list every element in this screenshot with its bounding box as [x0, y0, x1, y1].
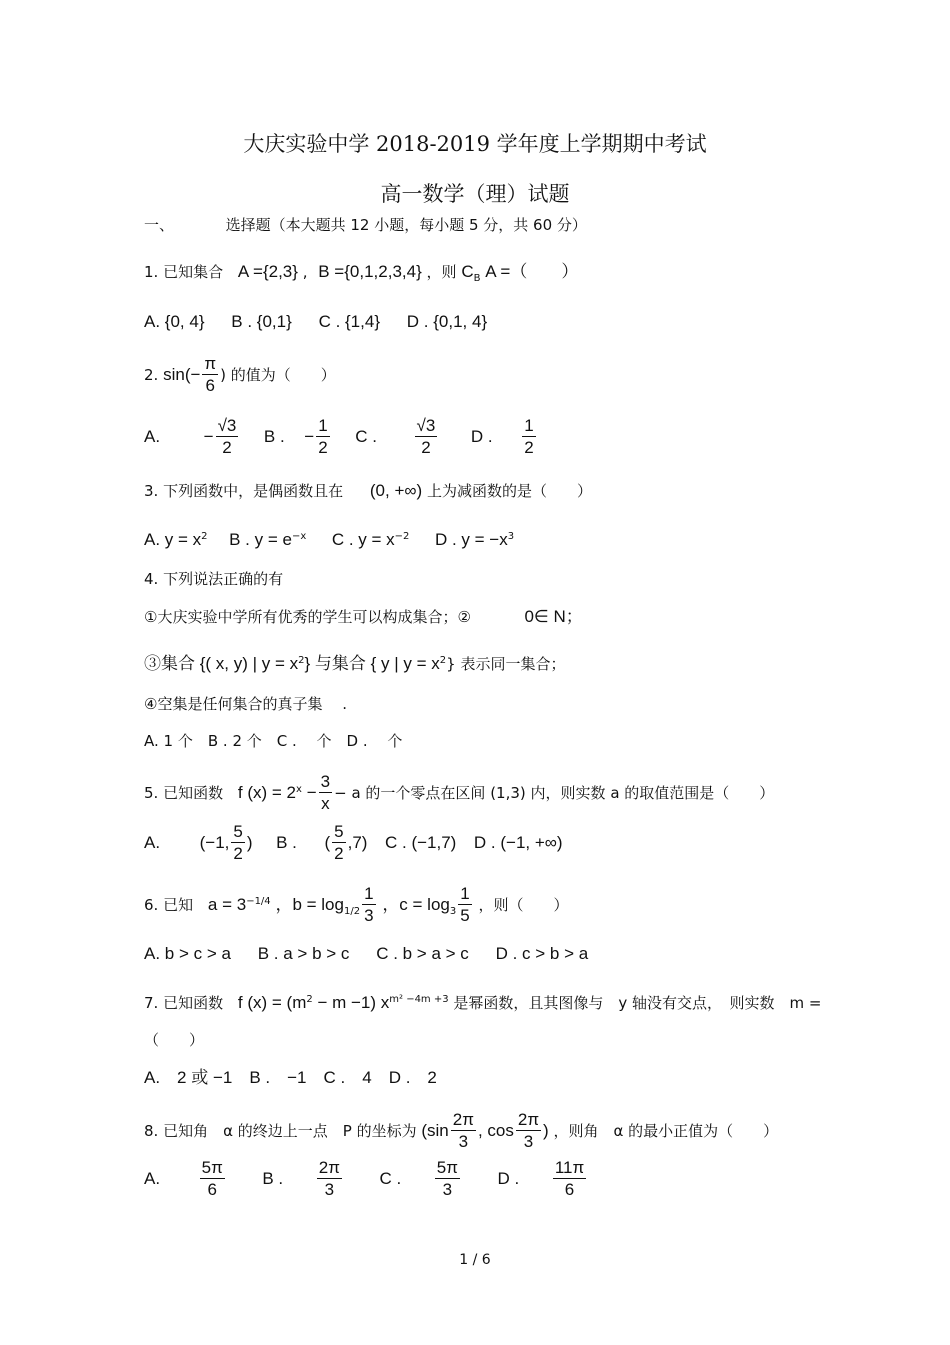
option-a-value	[200, 1158, 225, 1201]
fraction	[516, 1110, 541, 1153]
numerator: 11π	[554, 1158, 585, 1177]
option-b: B . {0,1}	[231, 312, 292, 331]
question-7-options: A. 2 或 −1 B . −1 C . 4 D . 2	[144, 1068, 437, 1087]
question-1-options	[144, 312, 487, 332]
option-a-post: )	[246, 833, 253, 852]
question-number: 6.	[144, 896, 159, 914]
function-expression: f (x) = (m	[237, 993, 307, 1012]
question-4	[144, 569, 283, 589]
denominator: 3	[364, 906, 374, 925]
question-5-options	[144, 822, 563, 865]
option-a: A. y = x	[144, 530, 202, 549]
denominator: 3	[442, 1180, 453, 1199]
question-stem: 已知集合	[163, 263, 224, 281]
numerator: 1	[524, 416, 534, 435]
option-c-label: C .	[355, 427, 377, 446]
option-c-value	[415, 416, 438, 459]
exponent: −x	[291, 531, 307, 542]
question-number: 2.	[144, 366, 159, 384]
question-8-options	[144, 1158, 588, 1201]
option-a-label: A.	[144, 427, 161, 446]
option-a: A. b > c > a	[144, 944, 231, 963]
fraction	[319, 772, 332, 815]
numerator: 5π	[436, 1158, 458, 1177]
option-d: D . (−1, +∞)	[473, 833, 563, 852]
exponent: 2	[439, 655, 447, 666]
question-stem: 下列函数中，是偶函数且在	[163, 482, 344, 500]
function-expression-mid: − m −1) x	[312, 993, 390, 1012]
denominator: 3	[458, 1132, 469, 1151]
value-b: ，b = log	[275, 895, 344, 914]
log-base: 3	[449, 906, 457, 917]
section-heading	[144, 215, 587, 235]
option-b-value	[317, 1158, 342, 1201]
fraction	[202, 354, 218, 397]
statement-4: ④空集是任何集合的真子集 .	[144, 695, 347, 713]
denominator: 2	[334, 844, 344, 863]
question-5	[144, 772, 774, 815]
numerator: √3	[217, 416, 237, 435]
denominator: 5	[460, 906, 470, 925]
numerator: 3	[320, 772, 331, 791]
denominator: 2	[318, 438, 328, 457]
denominator: x	[321, 794, 330, 813]
option-a: A. {0, 4}	[144, 312, 205, 331]
complement-subscript: B	[473, 273, 481, 284]
interval: (0, +∞)	[369, 481, 423, 500]
numerator: 2π	[517, 1110, 540, 1129]
option-d-label: D .	[497, 1169, 520, 1188]
sin-expression: sin(−	[163, 365, 201, 384]
option-d-value	[522, 416, 535, 459]
statement-3-part-c: } 表示同一集合；	[446, 655, 566, 673]
question-6-options	[144, 944, 588, 964]
exponent: m² −4m +3	[389, 994, 449, 1005]
option-a-pre: (−1,	[199, 833, 230, 852]
exponent: 2	[298, 655, 305, 666]
option-c: C . (−1,7)	[385, 833, 457, 852]
option-b-label: B .	[263, 427, 285, 446]
option-d-label: D .	[470, 427, 493, 446]
option-d: D . y = −x	[434, 530, 508, 549]
numerator: 5π	[201, 1158, 223, 1177]
option-c: C . y = x	[331, 530, 395, 549]
option-c-value	[435, 1158, 460, 1201]
complement-symbol: C	[461, 262, 474, 281]
denominator: 2	[421, 438, 431, 457]
set-a: A ={2,3}	[237, 262, 298, 281]
question-number: 8.	[144, 1122, 159, 1140]
function-expression: f (x) = 2	[237, 783, 296, 802]
minus-sign: −	[306, 783, 317, 802]
numerator: √3	[416, 416, 436, 435]
section-description: 选择题（本大题共 12 小题，每小题 5 分，共 60 分）	[225, 216, 587, 234]
denominator: 2	[524, 438, 534, 457]
option-a-label: A.	[144, 833, 161, 852]
question-stem: 已知	[163, 896, 194, 914]
exponent: x	[296, 784, 302, 795]
statement-3-part-b: } 与集合 { y | y = x	[304, 654, 440, 673]
fraction	[458, 884, 471, 927]
option-a-label: A.	[144, 1169, 161, 1188]
question-number: 3.	[144, 482, 159, 500]
question-stem: 已知函数	[163, 784, 224, 802]
option-b-post: ,7)	[347, 833, 368, 852]
numerator: 5	[233, 822, 243, 841]
statement-1-2	[144, 607, 583, 627]
option-d: D . {0,1, 4}	[406, 312, 488, 331]
option-d-value	[553, 1158, 586, 1201]
question-3-options	[144, 527, 514, 550]
point-mid: , cos	[477, 1121, 514, 1140]
point-pre: (sin	[421, 1121, 449, 1140]
option-b-fraction	[332, 822, 345, 865]
question-tail: A =（ ）	[485, 262, 579, 281]
exponent: 3	[507, 531, 515, 542]
question-7-paren: （ ）	[144, 1031, 205, 1049]
question-text: − a 的一个零点在区间	[334, 784, 486, 802]
option-d: D . c > b > a	[495, 944, 589, 963]
question-stem: 下列说法正确的有	[163, 570, 284, 588]
option-b: B . a > b > c	[257, 944, 350, 963]
value-a: a = 3	[207, 895, 247, 914]
question-connector: ，则	[426, 263, 457, 281]
numerator: 2π	[452, 1110, 474, 1129]
set-b: B ={0,1,2,3,4}	[318, 262, 422, 281]
question-number: 1.	[144, 263, 159, 281]
numerator: 2π	[318, 1158, 340, 1177]
exam-subtitle: 高一数学（理）试题	[380, 182, 570, 206]
option-a-fraction	[231, 822, 244, 865]
option-c: C . {1,4}	[318, 312, 380, 331]
interval: (1,3) 内，则实数	[490, 784, 606, 802]
exponent: 2	[306, 994, 313, 1005]
question-stem: 已知函数	[163, 994, 224, 1012]
statement-2: 0∈ N；	[524, 607, 583, 626]
exam-title: 大庆实验中学 2018-2019 学年度上学期期中考试	[243, 132, 707, 156]
question-2-options	[144, 416, 538, 459]
statement-3-part-a: ③集合 {( x, y) | y = x	[144, 654, 299, 673]
point-post: )	[543, 1121, 549, 1140]
statement-3	[144, 651, 565, 674]
question-tail: 是幂函数，且其图像与 y 轴没有交点， 则实数 m =	[453, 994, 822, 1012]
option-b: B . y = e	[229, 530, 292, 549]
exponent: 2	[201, 531, 208, 542]
numerator: π	[204, 354, 217, 373]
option-c-label: C .	[379, 1169, 402, 1188]
question-7	[144, 990, 822, 1013]
question-number: 7.	[144, 994, 159, 1012]
exponent: −1/4	[246, 896, 271, 907]
numerator: 1	[364, 884, 374, 903]
question-4-options: A. 1 个 B . 2 个 C . 个 D . 个	[144, 732, 403, 750]
fraction	[451, 1110, 476, 1153]
denominator: 6	[207, 1180, 217, 1199]
denominator: 3	[523, 1132, 534, 1151]
question-2	[144, 354, 336, 397]
question-6	[144, 884, 569, 927]
numerator: 1	[460, 884, 470, 903]
option-b-pre: (	[324, 833, 331, 852]
denominator: 2	[222, 438, 232, 457]
denominator: 6	[205, 376, 216, 395]
option-c: C . b > a > c	[376, 944, 469, 963]
question-tail: ，则角 α 的最小正值为（ ）	[553, 1122, 779, 1140]
denominator: 3	[324, 1180, 335, 1199]
exponent: −2	[394, 531, 410, 542]
numerator: 1	[318, 416, 328, 435]
question-1: 1. 已知集合 A ={2,3} , B ={0,1,2,3,4} ，则 $C_B$ A =（ ）	[144, 262, 579, 284]
question-3	[144, 481, 592, 501]
log-base: 1/2	[343, 906, 361, 917]
minus-sign: −	[304, 427, 315, 446]
section-number: 一、	[144, 216, 175, 234]
statement-1: ①大庆实验中学所有优秀的学生可以构成集合；②	[144, 608, 471, 626]
question-tail: 上为减函数的是（ ）	[426, 482, 592, 500]
question-number: 5.	[144, 784, 159, 802]
question-8	[144, 1110, 778, 1153]
question-tail: ，则（ ）	[478, 896, 569, 914]
fraction	[362, 884, 375, 927]
value-c: ，c = log	[382, 895, 450, 914]
numerator: 5	[334, 822, 344, 841]
option-b-label: B .	[262, 1169, 284, 1188]
option-a-value	[216, 416, 239, 459]
question-tail: ) 的值为（ ）	[220, 366, 336, 384]
question-stem: 已知角 α 的终边上一点 P 的坐标为	[163, 1122, 417, 1140]
denominator: 6	[564, 1180, 575, 1199]
option-b-value	[316, 416, 329, 459]
option-b-label: B .	[276, 833, 297, 852]
minus-sign: −	[203, 427, 214, 446]
page-number: 1 / 6	[459, 1252, 491, 1268]
question-number: 4.	[144, 570, 159, 588]
question-tail: a 的取值范围是（ ）	[610, 784, 775, 802]
denominator: 2	[233, 844, 243, 863]
